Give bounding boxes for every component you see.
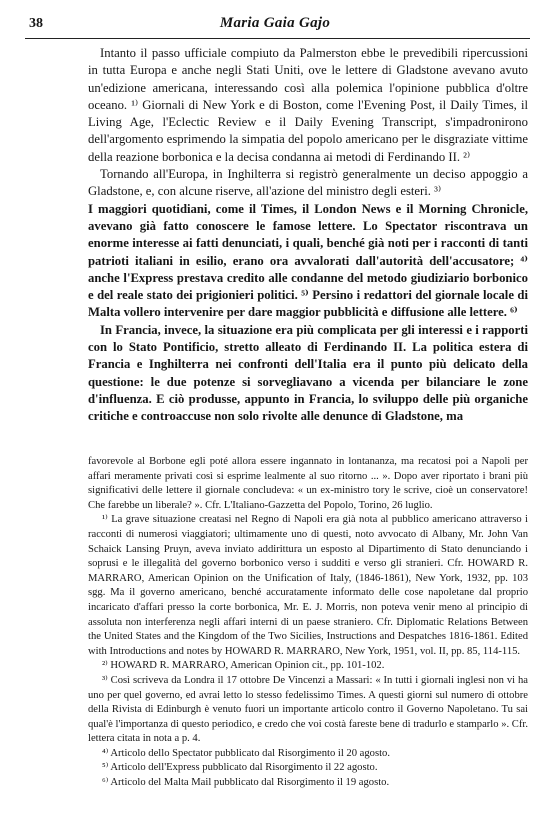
footnote-3: ³⁾ Così scriveva da Londra il 17 ottobre De Vincenzi a Massari: « In tutti i giornali inglesi non vi ha uno per quel governo, ed avrai letto lo stesso fedelissimo Times. A questi giorni sul numero di ottobre della Rivista di Edinburgh è venuto fuori un importante articolo contro il Governo Napoletano. Tu sai qual'è l'importanza di questo periodico, e credo che voi costà fareste bene di tradurlo e stamparlo ». Cfr. lettera citata in nota a p. 4. <box>88 674 528 745</box>
paragraph-1: Intanto il passo ufficiale compiuto da Palmerston ebbe le prevedibili ripercussioni in tutta Europa e anche negli Stati Uniti, ove le lettere di Gladstone avevano avuto un'edizione americana, interessando così alla polemica l'opinione pubblica d'oltre oceano. ¹⁾ Giornali di New York e di Boston, come l'Evening Post, il Daily Times, il Living Age, l'Eclectic Review e il Daily Evening Transcript, s'impadronirono dell'argomento esprimendo la simpatia del popolo americano per le disgraziate vittime della reazione borbonica e la decisa condanna ai metodi di Ferdinando II. ²⁾ <box>88 46 528 164</box>
footnote-2: ²⁾ HOWARD R. MARRARO, American Opinion cit., pp. 101-102. <box>102 660 385 672</box>
header-rule <box>25 38 530 39</box>
footnote-continued: favorevole al Borbone egli poté allora essere ingannato in lontananza, ma recatosi poi a Napoli per affari meramente privati così si esprime lealmente al suo ritorno ... ». Dopo aver riportato i brani più significativi delle lettere il giornale concludeva: « un ex-ministro tory le scrive, cioè un conservatore! Che farebbe un liberale? ». Cfr. L'Italiano-Gazzetta del Popolo, Torino, 26 luglio. <box>88 456 528 511</box>
footnote-4: ⁴⁾ Articolo dello Spectator pubblicato dal Risorgimento il 20 agosto. <box>102 747 390 759</box>
footnote-1: ¹⁾ La grave situazione creatasi nel Regno di Napoli era già nota al pubblico americano attraverso i racconti di numerosi viaggiatori; ultimamente uno di questi, noto avvocato di Albany, Mr. John Van Schaick Lansing Pruyn, aveva inviato addirittura un esposto al Dipartimento di Stato denunciando i soprusi e le illegalità del governo borbonico verso i sudditi e verso gli stranieri. Cfr. HOWARD R. MARRARO, American Opinion on the Unification of Italy, (1846-1861), New York, 1932, pp. 103 sgg. Ma il governo americano, benché accuratamente informato delle cose napoletane dal proprio incaricato d'affari presso la corte borbonica, Mr. E. J. Morris, non poteva venir meno al principio di assoluta non interferenza negli affari interni di un paese straniero. Cfr. Diplomatic Relations Between the United States and the Kingdom of the Two Sicilies, Instructions and Despatches 1816-1861. Edited with Introductions and notes by HOWARD R. MARRARO, New York, 1951, vol. II, pp. 85, 114-115. <box>88 514 528 657</box>
main-text <box>88 45 528 426</box>
page-number: 38 <box>29 16 43 31</box>
footnote-5: ⁵⁾ Articolo dell'Express pubblicato dal Risorgimento il 22 agosto. <box>102 762 378 774</box>
running-head-author: Maria Gaia Gajo <box>219 15 331 31</box>
footnotes <box>88 455 528 791</box>
paragraph-4: In Francia, invece, la situazione era più complicata per gli interessi e i rapporti con lo Stato Pontificio, stretto alleato di Ferdinando II. La politica estera di Francia e Inghilterra nei confronti dell'Italia era il punto più delicato della questione: le due potenze si sorvegliavano a vicenda per bilanciare le zone d'influenza. E ciò produsse, appunto in Francia, lo sviluppo delle più organiche critiche e controaccuse non solo rivolte alle denunce di Gladstone, ma <box>88 322 528 424</box>
page-header <box>25 12 525 36</box>
paragraph-2: Tornando all'Europa, in Inghilterra si registrò generalmente un deciso appoggio a Gladstone, e, con alcune riserve, all'azione del ministro degli esteri. ³⁾ <box>88 167 528 199</box>
paragraph-3: I maggiori quotidiani, come il Times, il London News e il Morning Chronicle, avevano già fatto conoscere le famose lettere. Lo Spectator riscontrava un enorme interesse ai fatti denunciati, i quali, benché già noti per i racconti di tanti patrioti italiani in esilio, erano ora avvalorati dall'autorità dell'accusatore; ⁴⁾ anche l'Express prestava credito alle condanne del metodo giudiziario borbonico e del reale stato dei prigionieri politici. ⁵⁾ Persino i redattori del giornale locale di Malta vollero intervenire per dare maggior pubblicità e diffusione alle lettere. ⁶⁾ <box>88 201 528 320</box>
footnote-6: ⁶⁾ Articolo del Malta Mail pubblicato dal Risorgimento il 19 agosto. <box>102 777 390 789</box>
